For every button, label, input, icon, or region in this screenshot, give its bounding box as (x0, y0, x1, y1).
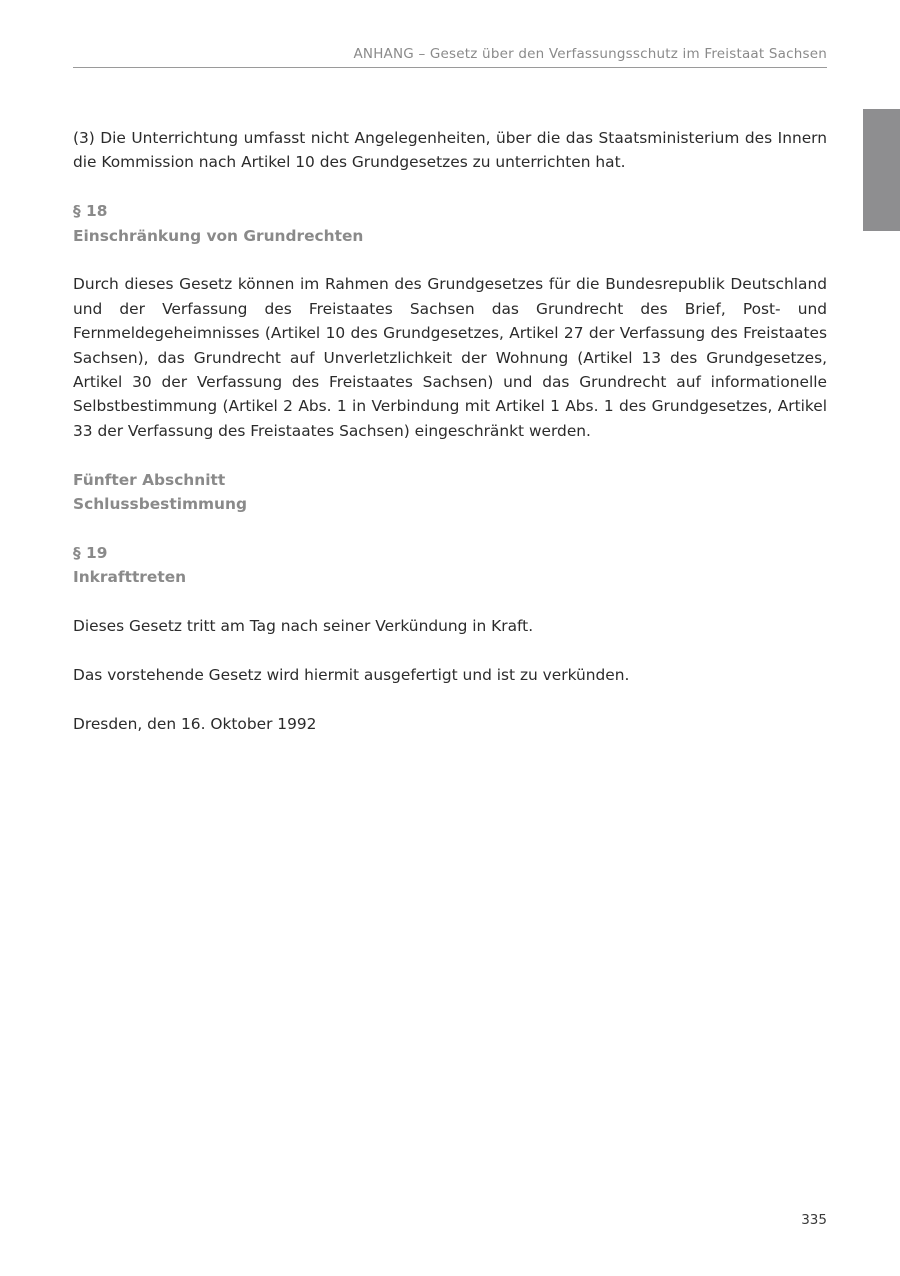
thumb-index-tab (863, 109, 900, 231)
section-19-heading (73, 541, 827, 590)
section-19-title: Inkrafttreten (73, 568, 187, 587)
page-number: 335 (801, 1212, 827, 1228)
chapter-5-heading (73, 468, 827, 517)
place-and-date: Dresden, den 16. Oktober 1992 (73, 714, 317, 733)
header-rule (73, 67, 827, 68)
section-18-number: § 18 (73, 202, 108, 221)
running-header: ANHANG – Gesetz über den Verfassungsschutz im Freistaat Sachsen (353, 46, 827, 62)
paragraph-17-3: (3) Die Unterrichtung umfasst nicht Angelegenheiten, über die das Staatsministerium des Innern die Kommission nach Artikel 10 des Grundgesetzes zu unterrichten hat. (73, 129, 827, 172)
chapter-5-label: Fünfter Abschnitt (73, 470, 226, 489)
chapter-5-title: Schlussbestimmung (73, 495, 247, 514)
section-18-text: Durch dieses Gesetz können im Rahmen des Grundgesetzes für die Bundesrepublik Deutschland und der Verfassung des Freistaates Sachsen das Grundrecht des Brief, Post- und Fernmeldegeheimnisses (Artikel 10 des Grundgesetzes, Artikel 27 der Verfassung des Freistaates Sachsen), das Grundrecht auf Unverletzlichkeit der Wohnung (Artikel 13 des Grundgesetzes, Artikel 30 der Verfassung des Freistaates Sachsen) und das Grundrecht auf informationelle Selbstbestimmung (Artikel 2 Abs. 1 in Verbindung mit Artikel 1 Abs. 1 des Grundgesetzes, Artikel 33 der Verfassung des Freistaates Sachsen) eingeschränkt werden. (73, 275, 827, 440)
section-19-number: § 19 (73, 543, 108, 562)
section-18-title: Einschränkung von Grundrechten (73, 226, 364, 245)
section-18-heading (73, 199, 827, 248)
document-body (73, 126, 827, 760)
section-19-text: Dieses Gesetz tritt am Tag nach seiner Verkündung in Kraft. (73, 617, 534, 636)
enactment-clause: Das vorstehende Gesetz wird hiermit ausgefertigt und ist zu verkünden. (73, 665, 630, 684)
